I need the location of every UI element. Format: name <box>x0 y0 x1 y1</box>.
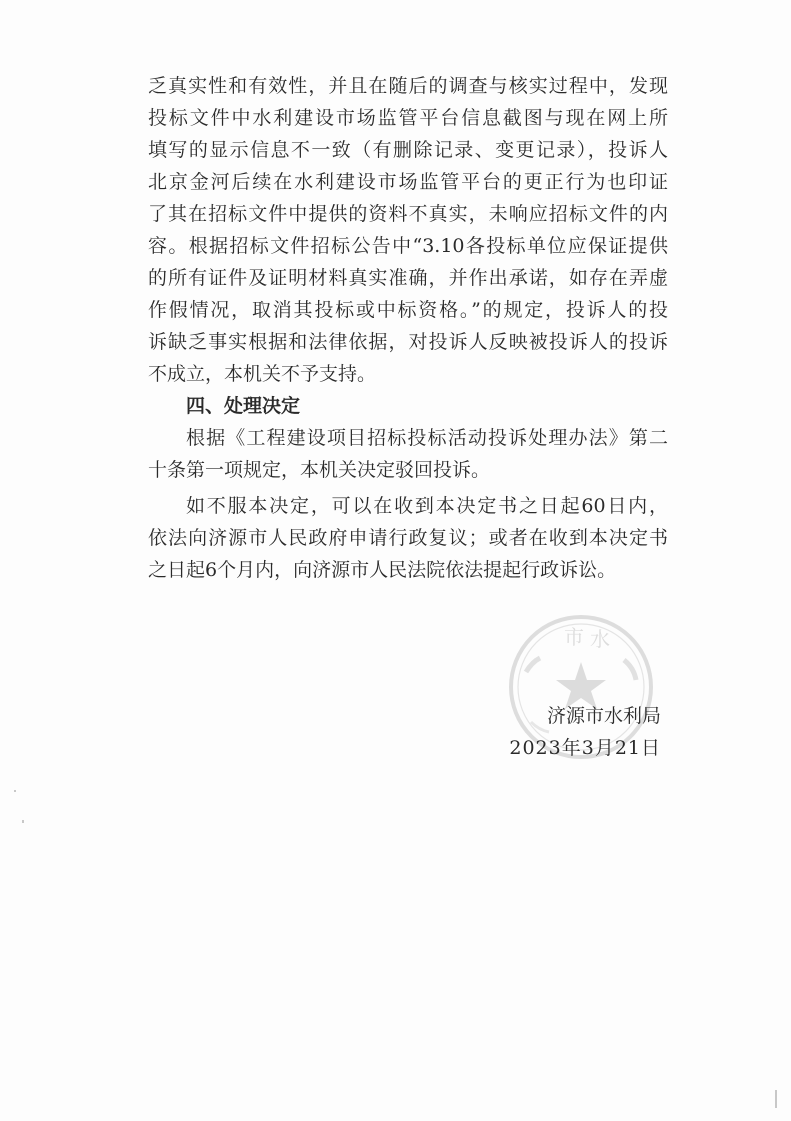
text-line: 如不服本决定，可以在收到本决定书之日起60日内， <box>186 495 668 517</box>
scan-speck <box>775 1090 777 1108</box>
issuing-organization: 济源市水利局 <box>546 705 661 727</box>
text-line: 北京金河后续在水利建设市场监管平台的更正行为也印证 <box>148 171 668 193</box>
issue-date: 2023年3月21日 <box>509 737 661 759</box>
document-body <box>148 70 668 586</box>
text-line: 十条第一项规定，本机关决定驳回投诉。 <box>148 459 491 481</box>
text-line: 了其在招标文件中提供的资料不真实，未响应招标文件的内 <box>148 203 668 225</box>
seal-text-char-1: 市 <box>564 625 584 649</box>
text-line: 诉缺乏事实根据和法律依据，对投诉人反映被投诉人的投诉 <box>148 331 668 353</box>
text-line: 容。根据招标文件招标公告中“3.10各投标单位应保证提供 <box>148 235 668 257</box>
text-line: 乏真实性和有效性，并且在随后的调查与核实过程中，发现 <box>148 75 668 97</box>
text-line: 根据《工程建设项目招标投标活动投诉处理办法》第二 <box>186 427 668 449</box>
text-line: 依法向济源市人民政府申请行政复议；或者在收到本决定书 <box>148 527 668 549</box>
text-line: 的所有证件及证明材料真实准确，并作出承诺，如存在弄虚 <box>148 267 668 289</box>
signature-block <box>509 700 661 764</box>
text-line: 作假情况，取消其投标或中标资格。”的规定，投诉人的投 <box>148 299 668 321</box>
text-line: 不成立，本机关不予支持。 <box>148 363 377 385</box>
text-line: 投标文件中水利建设市场监管平台信息截图与现在网上所 <box>148 107 668 129</box>
text-line: 填写的显示信息不一致（有删除记录、变更记录），投诉人 <box>148 139 668 161</box>
section-heading: 四、处理决定 <box>186 395 301 417</box>
text-line: 之日起6个月内，向济源市人民法院依法提起行政诉讼。 <box>148 559 617 581</box>
seal-text-char-2: 水 <box>590 627 610 651</box>
scan-speck <box>22 820 24 823</box>
scan-speck <box>14 790 16 792</box>
